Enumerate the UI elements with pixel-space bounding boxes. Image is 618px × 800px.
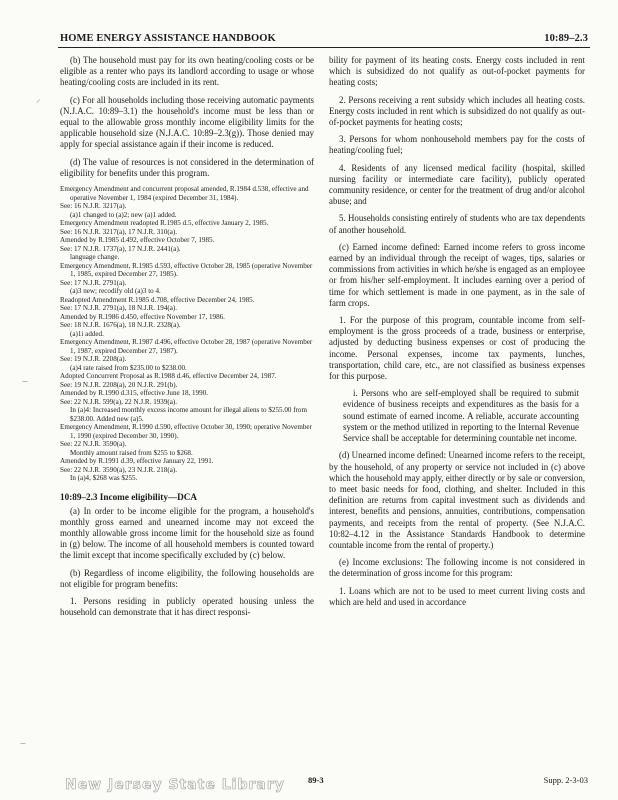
history-note: In (a)4, $268 was $255. bbox=[70, 474, 138, 483]
history-note: Emergency Amendment readopted R.1985 d.5, effective January 2, 1985. bbox=[60, 219, 269, 228]
paragraph: 1. Persons residing in publicly operated housing unless the household can demonstrate that it has direct responsi- bbox=[60, 595, 314, 618]
history-note: See: 22 N.J.R. 599(a), 22 N.J.R. 1939(a). bbox=[60, 397, 178, 406]
section-number: 10:89–2.3 bbox=[544, 33, 588, 44]
supplement-date: Supp. 2-3-03 bbox=[543, 775, 588, 785]
paragraph: 2. Persons receiving a rent subsidy which includes all heating costs. Energy costs included in rent which is subsidized do not qualify as out-of-pocket payments for heating costs; bbox=[329, 94, 585, 128]
history-note: See: 16 N.J.R. 3217(a), 17 N.J.R. 310(a). bbox=[60, 227, 178, 236]
paragraph: (e) Income exclusions: The following income is not considered in the determination of gross income for this program: bbox=[329, 557, 585, 579]
paragraph: (b) The household must pay for its own heating/cooling costs or be eligible as a renter who pays its landlord according to usage or whose heating/cooling costs are included in its rent. bbox=[60, 55, 314, 88]
paragraph: (a) In order to be income eligible for the program, a household's monthly gross earned and unearned income may not exceed the monthly allowable gross income limit for the household size as found in (g) below. The income of all household members is counted toward the limit except that income specifically excluded by (c) below. bbox=[60, 505, 314, 561]
history-note: Adopted Concurrent Proposal as R.1988 d.46, effective December 24, 1987. bbox=[60, 372, 277, 381]
history-note: (a)3 new; recodify old (a)3 to 4. bbox=[70, 287, 161, 296]
paragraph: i. Persons who are self-employed shall be required to submit evidence of business receipts and expenditures as the basis for a sound estimate of earned income. A reliable, accurate accounting system or the method utilized in reporting to the Internal Revenue Service shall be acceptable for determining countable net income. bbox=[343, 388, 579, 444]
history-note: (a)1i added. bbox=[70, 329, 104, 338]
paragraph: (c) Earned income defined: Earned income refers to gross income earned by an individual through the receipt of wages, tips, salaries or commissions from activities in which he/she is engaged as an employee or from his/her self-employment. It includes earning over a period of time for which settlement is made in one payment, as in the sale of farm crops. bbox=[329, 241, 585, 308]
history-note: Emergency Amendment, R.1985 d.593, effective October 28, 1985 (operative November 1, 1985, expired December 27, 1985). bbox=[60, 261, 313, 279]
history-note: See: 17 N.J.R. 2791(a), 18 N.J.R. 194(a). bbox=[60, 304, 178, 313]
scan-mark: ⌣ bbox=[22, 376, 28, 386]
history-note: Emergency Amendment and concurrent proposal amended, R.1984 d.538, effective and operative November 1, 1984 (expired December 31, 1984). bbox=[60, 185, 309, 202]
history-note: See: 22 N.J.R. 3590(a). bbox=[60, 440, 127, 449]
history-note: language change. bbox=[70, 253, 120, 262]
history-note: See: 17 N.J.R. 1737(a), 17 N.J.R. 2441(a). bbox=[60, 244, 181, 253]
scan-mark: ⌣ bbox=[20, 738, 26, 748]
history-note: Emergency Amendment, R.1987 d.496, effective October 28, 1987 (operative November 1, 1987, expired December 27, 1987). bbox=[60, 338, 313, 355]
paragraph: 1. For the purpose of this program, countable income from self-employment is the gross proceeds of a trade, business or enterprise, adjusted by deducting business expenses or cost of producing the income. Personal expenses, income tax payments, lunches, transportation, child care, etc., are not classified as business expenses for this purpose. bbox=[329, 315, 585, 382]
handbook-title: HOME ENERGY ASSISTANCE HANDBOOK bbox=[60, 33, 276, 44]
paragraph: bility for payment of its heating costs. Energy costs included in rent which is subsidized do not qualify as out-of-pocket payments for heating costs; bbox=[329, 55, 585, 88]
scan-mark: ⸝ bbox=[36, 94, 41, 104]
section-heading: 10:89–2.3 Income eligibility—DCA bbox=[60, 491, 198, 502]
history-notes bbox=[60, 185, 314, 483]
history-note: (a)1 changed to (a)2; new (a)1 added. bbox=[70, 210, 177, 219]
paragraph: 1. Loans which are not to be used to meet current living costs and which are held and used in accordance bbox=[329, 585, 585, 607]
running-header bbox=[60, 33, 588, 44]
page-number: 89-3 bbox=[308, 775, 324, 785]
paragraph: (b) Regardless of income eligibility, the following households are not eligible for program benefits: bbox=[60, 567, 314, 589]
history-note: Amended by R.1985 d.492, effective October 7, 1985. bbox=[60, 236, 215, 245]
history-note: Amended by R.1986 d.450, effective November 17, 1986. bbox=[60, 312, 225, 321]
history-note: Readopted Amendment R.1985 d.708, effective December 24, 1985. bbox=[60, 295, 255, 304]
left-column bbox=[60, 55, 314, 758]
history-note: See: 19 N.J.R. 2208(a), 20 N.J.R. 291(b). bbox=[60, 380, 178, 389]
history-note: Amended by R.1990 d.315, effective June 18, 1990. bbox=[60, 389, 209, 398]
header-rule bbox=[58, 47, 590, 48]
history-note: Emergency Amendment, R.1990 d.590, effective October 30, 1990; operative November 1, 1990 (expired December 30, 1990). bbox=[60, 423, 312, 440]
paragraph: (c) For all households including those receiving automatic payments (N.J.A.C. 10:89–3.1) the household's income must be less than or equal to the allowable gross monthly income eligibility limits for the applicable household size (N.J.A.C. 10:89–2.3(g)). Those denied may apply for special assistance again if their income is reduced. bbox=[60, 94, 314, 150]
history-note: See: 18 N.J.R. 1676(a), 18 N.J.R. 2328(a). bbox=[60, 321, 181, 330]
history-note: In (a)4: Increased monthly excess income amount for illegal aliens to $255.00 from $238.00. Added new (a)5. bbox=[70, 406, 307, 423]
history-note: See: 22 N.J.R. 3590(a), 23 N.J.R. 218(a). bbox=[60, 465, 178, 474]
library-watermark: New Jersey State Library bbox=[65, 777, 285, 793]
paragraph: (d) Unearned income defined: Unearned income refers to the receipt, by the household, of any property or service not included in (c) above which the household may apply, either directly or by sale or conversion, to meet basic needs for food, clothing, and shelter. Included in this definition are returns from capital investment such as dividends and interest, benefits and pensions, annuities, contributions, compensation payments, and receipts from the rental of property. (See N.J.A.C. 10:82–4.12 in the Assistance Standards Handbook to determine countable income from the rental of property.) bbox=[329, 450, 585, 550]
history-note: (a)4 rate raised from $235.00 to $238.00. bbox=[70, 363, 187, 372]
history-note: See: 16 N.J.R. 3217(a). bbox=[60, 202, 127, 211]
history-note: See: 19 N.J.R. 2208(a). bbox=[60, 355, 127, 364]
history-note: Amended by R.1991 d.39, effective January 22, 1991. bbox=[60, 457, 214, 466]
paragraph: 4. Residents of any licensed medical facility (hospital, skilled nursing facility or intermediate care facility), publicly operated community residence, or center for the treatment of drug and/or alcohol abuse; and bbox=[329, 162, 585, 207]
right-column bbox=[329, 55, 585, 758]
paragraph: 3. Persons for whom nonhousehold members pay for the costs of heating/cooling fuel; bbox=[329, 134, 585, 156]
history-note: Monthly amount raised from $255 to $268. bbox=[70, 448, 193, 457]
history-note: See: 17 N.J.R. 2791(a). bbox=[60, 278, 127, 287]
paragraph: (d) The value of resources is not considered in the determination of eligibility for benefits under this program. bbox=[60, 156, 314, 178]
paragraph: 5. Households consisting entirely of students who are tax dependents of another household. bbox=[329, 213, 585, 235]
